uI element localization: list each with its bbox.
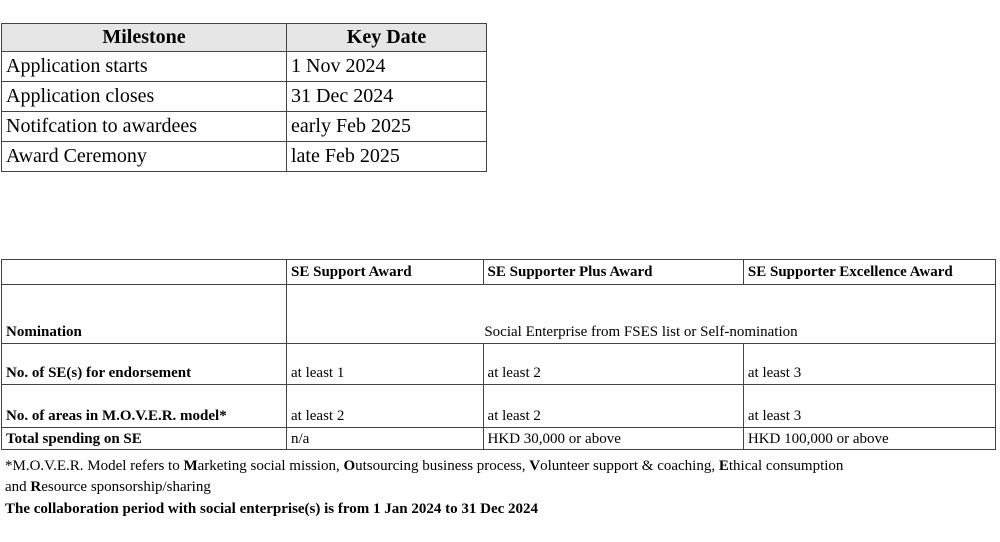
table-row: [2, 142, 487, 172]
mover-text-o: utsourcing business process,: [355, 458, 530, 474]
table-row: [2, 82, 487, 112]
table-row: [2, 428, 996, 450]
row-label: No. of areas in M.O.V.E.R. model*: [2, 385, 287, 428]
mover-text-v: olunteer support & coaching,: [540, 458, 719, 474]
collaboration-period-note: The collaboration period with social enterprise(s) is from 1 Jan 2024 to 31 Dec 2024: [5, 501, 539, 517]
milestone-column-header: Milestone: [2, 24, 287, 52]
se-support-award-header: SE Support Award: [287, 260, 484, 285]
nomination-row: [2, 285, 996, 344]
se-supporter-excellence-award-header: SE Supporter Excellence Award: [743, 260, 995, 285]
table-cell: at least 2: [287, 385, 484, 428]
table-cell: at least 3: [743, 385, 995, 428]
mover-letter-v: V: [529, 458, 541, 474]
mover-footnote: [5, 456, 990, 477]
milestone-header-row: [2, 24, 487, 52]
key-date-cell: 31 Dec 2024: [287, 82, 487, 112]
award-header-row: [2, 260, 996, 285]
row-label: Nomination: [2, 285, 287, 344]
table-row: [2, 385, 996, 428]
se-supporter-plus-award-header: SE Supporter Plus Award: [483, 260, 743, 285]
key-date-cell: early Feb 2025: [287, 112, 487, 142]
key-date-cell: late Feb 2025: [287, 142, 487, 172]
mover-text-e: thical consumption: [728, 458, 844, 474]
milestone-cell: Notifcation to awardees: [2, 112, 287, 142]
mover-footnote-continued: [5, 477, 990, 498]
mover-letter-m: M: [183, 458, 198, 474]
criteria-column-header: [2, 260, 287, 285]
milestone-cell: Award Ceremony: [2, 142, 287, 172]
mover-prefix: *M.O.V.E.R. Model refers to: [5, 458, 184, 474]
milestone-cell: Application starts: [2, 52, 287, 82]
row-label: No. of SE(s) for endorsement: [2, 344, 287, 385]
row-label: Total spending on SE: [2, 428, 287, 450]
table-cell: n/a: [287, 428, 484, 450]
milestone-cell: Application closes: [2, 82, 287, 112]
award-criteria-table: [1, 259, 996, 450]
table-cell: at least 1: [287, 344, 484, 385]
table-row: [2, 112, 487, 142]
mover-letter-e: E: [718, 458, 729, 474]
nomination-value: Social Enterprise from FSES list or Self-nomination: [287, 285, 996, 344]
key-date-column-header: Key Date: [287, 24, 487, 52]
footnotes: [5, 456, 990, 520]
table-cell: at least 3: [743, 344, 995, 385]
table-row: [2, 52, 487, 82]
key-date-cell: 1 Nov 2024: [287, 52, 487, 82]
table-cell: HKD 30,000 or above: [483, 428, 743, 450]
mover-letter-r: R: [30, 479, 42, 495]
table-cell: HKD 100,000 or above: [743, 428, 995, 450]
table-cell: at least 2: [483, 385, 743, 428]
mover-letter-o: O: [343, 458, 356, 474]
mover-text-r: esource sponsorship/sharing: [41, 479, 211, 495]
mover-text-m: arketing social mission,: [197, 458, 344, 474]
table-row: [2, 344, 996, 385]
mover-and: and: [5, 479, 31, 495]
milestone-table: [1, 23, 487, 172]
table-cell: at least 2: [483, 344, 743, 385]
